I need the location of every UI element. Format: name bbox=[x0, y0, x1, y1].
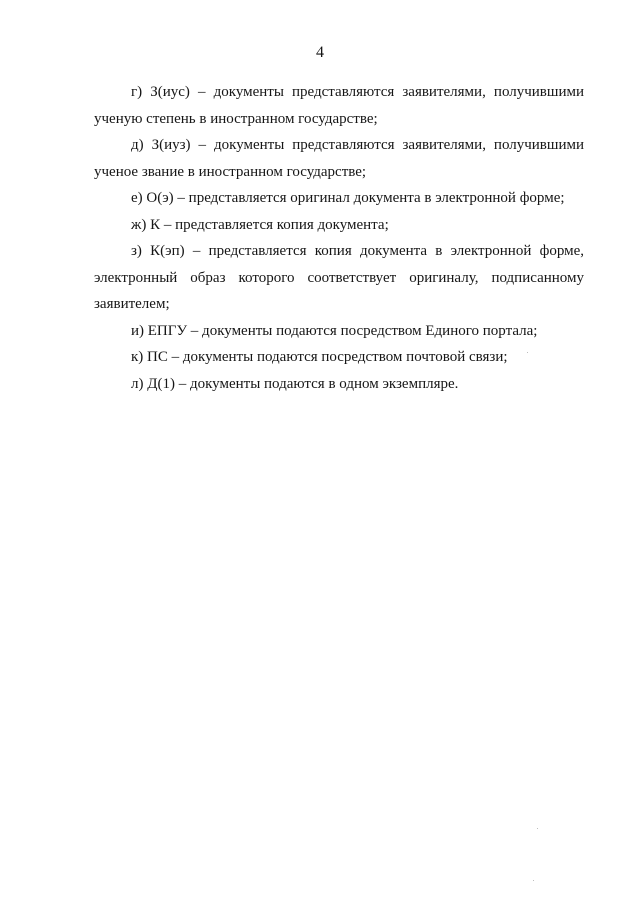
document-body bbox=[94, 79, 584, 397]
paragraph-k: к) ПС – документы подаются посредством почтовой связи; bbox=[131, 349, 508, 365]
paragraph-g: г) З(иус) – документы представляются заявителями, получившими ученую степень в иностранном государстве; bbox=[94, 84, 584, 127]
paragraph-l: л) Д(1) – документы подаются в одном экземпляре. bbox=[131, 375, 459, 392]
scan-speck bbox=[527, 352, 528, 353]
paragraph-e: е) О(э) – представляется оригинал документа в электронной форме; bbox=[131, 190, 565, 206]
paragraph-i: и) ЕПГУ – документы подаются посредством Единого портала; bbox=[131, 322, 538, 339]
scan-speck bbox=[537, 828, 538, 829]
paragraph-d: д) З(иуз) – документы представляются заявителями, получившими ученое звание в иностранном государстве; bbox=[94, 137, 584, 180]
scan-speck bbox=[533, 880, 534, 881]
page-number: 4 bbox=[316, 44, 324, 61]
paragraph-z: з) К(эп) – представляется копия документа в электронной форме, электронный образ которого соответствует оригиналу, подписанному заявителем; bbox=[94, 243, 584, 312]
paragraph-zh: ж) К – представляется копия документа; bbox=[131, 216, 389, 233]
